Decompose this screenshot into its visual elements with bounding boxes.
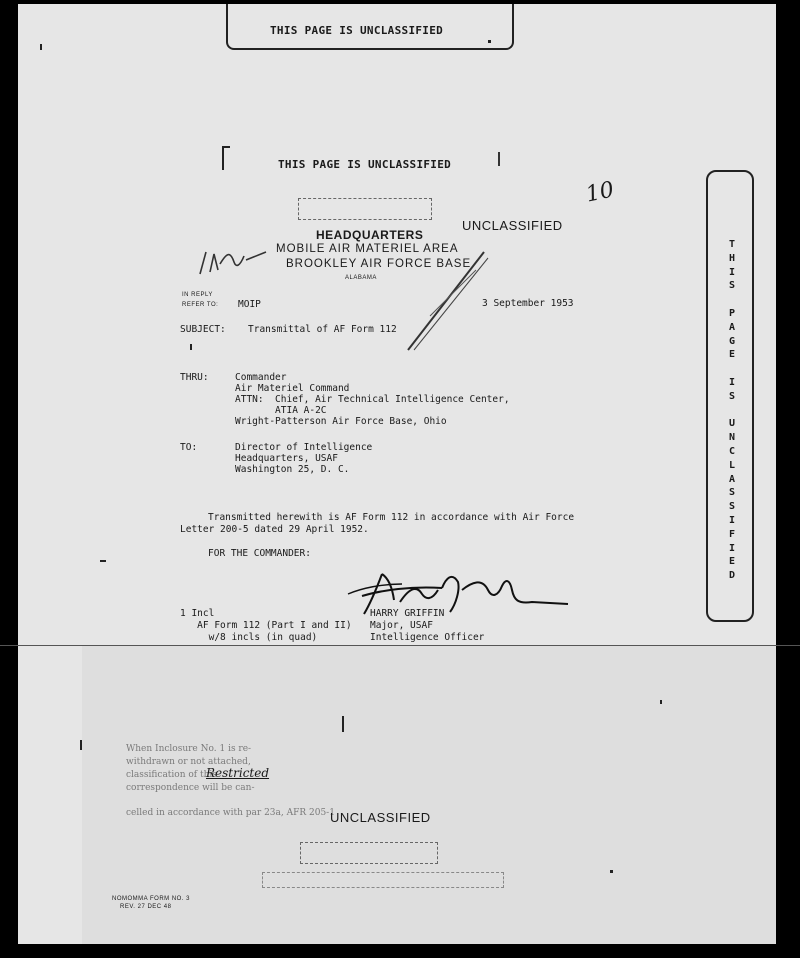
side-banner-letter: S [728, 501, 736, 513]
refer-to-label: REFER TO: [182, 302, 219, 308]
side-banner-letter: I [728, 514, 736, 526]
downgrade-line-3: classification of this [126, 770, 217, 780]
side-banner-letter: G [728, 335, 736, 347]
scan-speck [190, 344, 192, 350]
letterhead-area: MOBILE AIR MATERIEL AREA [276, 243, 459, 255]
side-banner-letter: L [728, 459, 736, 471]
side-banner-letter: P [728, 307, 736, 319]
unclassified-stamp-bottom: UNCLASSIFIED [330, 810, 431, 825]
thru-line-4: ATIA A-2C [235, 405, 327, 416]
body-line-2: Letter 200-5 dated 29 April 1952. [180, 524, 369, 535]
side-banner-letter [726, 404, 738, 418]
letterhead-headquarters: HEADQUARTERS [316, 228, 424, 242]
to-line-2: Headquarters, USAF [235, 453, 338, 464]
side-banner-letter: U [728, 418, 736, 430]
signer-title: Intelligence Officer [370, 632, 485, 643]
side-banner-letter: E [728, 349, 736, 361]
enclosure-line-1: 1 Incl [180, 608, 215, 619]
subject-value: Transmittal of AF Form 112 [248, 324, 397, 335]
header-bracket-right [498, 152, 500, 166]
top-banner: THIS PAGE IS UNCLASSIFIED [270, 24, 444, 37]
side-banner-letter: H [728, 252, 736, 264]
scan-speck [80, 740, 82, 750]
bottom-stamp-box [300, 842, 438, 864]
side-banner-letter: S [728, 487, 736, 499]
side-banner [726, 238, 738, 583]
handwritten-initials-icon [196, 244, 272, 278]
thru-line-3: ATTN: Chief, Air Technical Intelligence Center, [235, 394, 510, 405]
scan-speck [488, 40, 491, 43]
diagonal-strike-icon [400, 246, 490, 356]
side-banner-letter: I [728, 266, 736, 278]
to-label: TO: [180, 442, 198, 453]
header-banner: THIS PAGE IS UNCLASSIFIED [278, 158, 452, 171]
scan-speck [40, 44, 42, 50]
side-banner-letter: S [728, 280, 736, 292]
refer-to-value: MOIP [238, 299, 261, 310]
enclosure-line-3: w/8 incls (in quad) [180, 632, 318, 643]
scan-seam-line [0, 645, 800, 646]
side-banner-letter: A [728, 321, 736, 333]
page-number: 10 [583, 177, 617, 208]
side-banner-letter [726, 362, 738, 376]
unclassified-stamp-top: UNCLASSIFIED [462, 218, 563, 233]
signer-rank: Major, USAF [370, 620, 433, 631]
form-id-line-1: NOMOMMA FORM NO. 3 [112, 896, 190, 902]
in-reply-label: IN REPLY [182, 292, 213, 298]
to-line-1: Director of Intelligence [235, 442, 373, 453]
thru-line-2: Air Materiel Command [235, 383, 350, 394]
side-banner-letter: E [728, 556, 736, 568]
bottom-stamp-box-2 [262, 872, 504, 888]
downgrade-line-5: celled in accordance with par 23a, AFR 205-1 [126, 808, 335, 818]
scan-speck [342, 716, 344, 732]
downgrade-handwritten: Restricted [206, 766, 270, 780]
thru-line-1: Commander [235, 372, 287, 383]
scan-speck [100, 560, 106, 562]
enclosure-line-2: AF Form 112 (Part I and II) [180, 620, 352, 631]
side-banner-letter: A [728, 473, 736, 485]
to-line-3: Washington 25, D. C. [235, 464, 350, 475]
side-banner-letter: C [728, 445, 736, 457]
side-banner-letter: I [728, 376, 736, 388]
side-banner-letter: T [728, 239, 736, 250]
subject-label: SUBJECT: [180, 324, 226, 335]
letter-date: 3 September 1953 [482, 298, 574, 309]
scan-speck [660, 700, 662, 704]
side-banner-letter: S [728, 390, 736, 402]
thru-line-5: Wright-Patterson Air Force Base, Ohio [235, 416, 447, 427]
letterhead-state: ALABAMA [345, 275, 377, 281]
side-banner-letter: F [728, 528, 736, 540]
closing-line: FOR THE COMMANDER: [208, 548, 311, 559]
scan-speck [610, 870, 613, 873]
thru-label: THRU: [180, 372, 209, 383]
side-banner-letter: D [728, 570, 736, 582]
side-banner-letter: N [728, 432, 736, 444]
downgrade-line-2: withdrawn or not attached, [126, 757, 251, 767]
downgrade-line-1: When Inclosure No. 1 is re- [126, 744, 252, 754]
side-banner-letter [726, 293, 738, 307]
header-bracket [222, 146, 230, 170]
downgrade-line-4: correspondence will be can- [126, 783, 255, 793]
signer-name: HARRY GRIFFIN [370, 608, 445, 619]
form-id-line-2: REV. 27 DEC 48 [120, 904, 172, 910]
letterhead-stamp-box [298, 198, 432, 220]
side-banner-letter: I [728, 542, 736, 554]
body-line-1: Transmitted herewith is AF Form 112 in accordance with Air Force [208, 512, 575, 523]
letterhead-base: BROOKLEY AIR FORCE BASE [286, 258, 472, 270]
